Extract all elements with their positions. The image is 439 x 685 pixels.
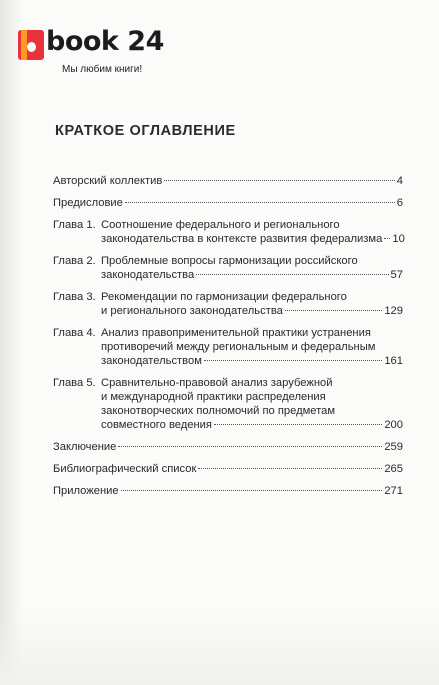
dot-leader: [384, 238, 390, 239]
toc-entry[interactable]: [53, 440, 403, 454]
toc-page-number: 161: [384, 355, 403, 367]
toc-chapter-number: Глава 5.: [53, 377, 96, 389]
toc-page-number: 10: [392, 233, 405, 245]
toc-entry-title-line: Анализ правоприменительной практики устранения: [101, 327, 371, 339]
toc-entry-title-line: противоречий между региональным и федеральным: [101, 341, 376, 353]
dot-leader: [214, 424, 382, 425]
toc-entry-title: законодательства: [101, 269, 195, 281]
toc-page-number: 200: [384, 419, 403, 431]
toc-entry-title: совместного ведения: [101, 419, 212, 431]
toc-entry-title: Приложение: [53, 485, 119, 497]
toc-entry[interactable]: [53, 376, 403, 432]
toc-entry-title: Библиографический список: [53, 463, 197, 475]
dot-leader: [198, 468, 382, 469]
toc-entry-title: Авторский коллектив: [53, 175, 163, 187]
dot-leader: [125, 202, 395, 203]
toc-entry[interactable]: [53, 196, 403, 210]
toc-page-number: 4: [396, 175, 403, 187]
toc-entry-title: законодательства в контексте развития федерализма: [101, 233, 383, 245]
book-icon: [18, 30, 44, 60]
brand-logo[interactable]: [18, 26, 164, 80]
brand-name: book 24: [46, 26, 164, 57]
toc-entry[interactable]: [53, 218, 403, 246]
toc-page-number: 57: [390, 269, 403, 281]
toc-chapter-number: Глава 1.: [53, 219, 96, 231]
toc-entry-title: законодательством: [101, 355, 202, 367]
toc-page-number: 265: [384, 463, 403, 475]
dot-leader: [204, 360, 382, 361]
toc-entry-title: Предисловие: [53, 197, 123, 209]
toc-page-number: 271: [384, 485, 403, 497]
page-gutter-shadow: [0, 0, 22, 685]
toc-entry[interactable]: [53, 484, 403, 498]
toc-entry-title: и регионального законодательства: [101, 305, 283, 317]
dot-leader: [121, 490, 383, 491]
page-bottom-shading: [0, 605, 439, 685]
toc-entry[interactable]: [53, 326, 403, 368]
toc-entry-title-line: Рекомендации по гармонизации федерального: [101, 291, 347, 303]
toc-entry-title-line: Сравнительно-правовой анализ зарубежной: [101, 377, 333, 389]
toc-chapter-number: Глава 2.: [53, 255, 96, 267]
toc-page-number: 6: [396, 197, 403, 209]
toc-entry-title-line: законотворческих полномочий по предметам: [101, 405, 336, 417]
dot-leader: [118, 446, 382, 447]
toc-entry-title-line: Проблемные вопросы гармонизации российского: [101, 255, 358, 267]
toc-entry[interactable]: [53, 174, 403, 188]
toc-entry-title: Заключение: [53, 441, 117, 453]
toc-entry-title-line: Соотношение федерального и регионального: [101, 219, 340, 231]
toc-entry[interactable]: [53, 462, 403, 476]
dot-leader: [285, 310, 382, 311]
brand-slogan: Мы любим книги!: [62, 64, 143, 75]
toc-chapter-number: Глава 4.: [53, 327, 96, 339]
toc-page-number: 129: [384, 305, 403, 317]
page-title: КРАТКОЕ ОГЛАВЛЕНИЕ: [55, 123, 236, 139]
dot-leader: [164, 180, 394, 181]
dot-leader: [196, 274, 388, 275]
toc-entry-title-line: и международной практики распределения: [101, 391, 326, 403]
toc-page-number: 259: [384, 441, 403, 453]
table-of-contents: [53, 174, 403, 506]
toc-entry[interactable]: [53, 290, 403, 318]
toc-chapter-number: Глава 3.: [53, 291, 96, 303]
toc-entry[interactable]: [53, 254, 403, 282]
